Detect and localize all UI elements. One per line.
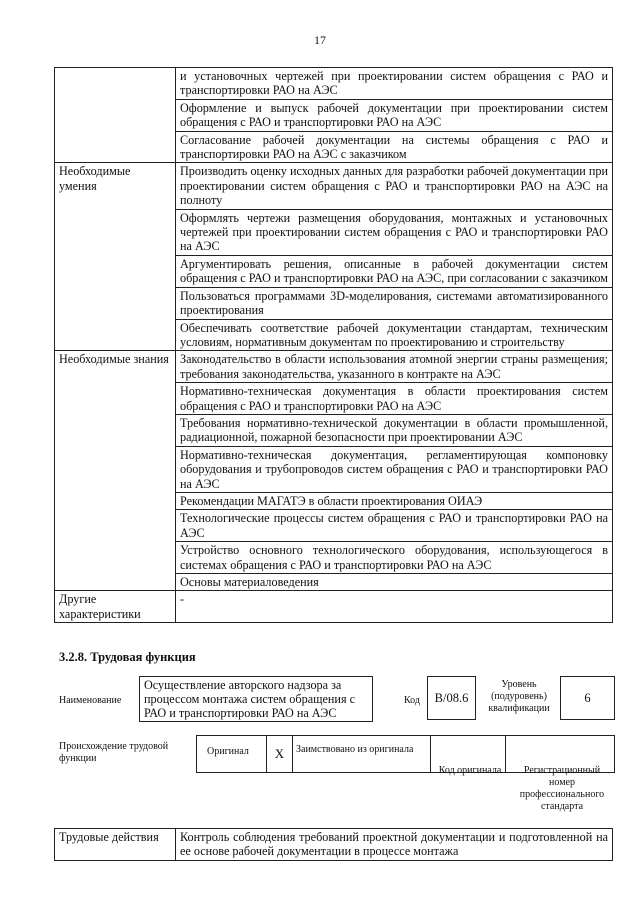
table-cell: Рекомендации МАГАТЭ в области проектирования ОИАЭ xyxy=(176,492,613,509)
row-label-other: Другие характеристики xyxy=(55,591,176,623)
table-row xyxy=(55,163,613,209)
level-value-box: 6 xyxy=(560,676,615,720)
table-cell: Нормативно-техническая документация в области проектирования систем обращения с РАО и транспортировки РАО на АЭС xyxy=(176,383,613,415)
table-cell: Основы материаловедения xyxy=(176,574,613,591)
table-row xyxy=(55,351,613,383)
reg-number-caption: Регистрационный номер профессионального стандарта xyxy=(519,765,605,812)
original-mark: X xyxy=(266,736,293,772)
code-label: Код xyxy=(404,695,420,706)
level-label: Уровень (подуровень) квалификации xyxy=(488,679,550,714)
table-cell: Пользоваться программами 3D-моделирования, системами автоматизированного проектирования xyxy=(176,287,613,319)
actions-table xyxy=(54,828,613,861)
borrowed-label: Заимствовано из оригинала xyxy=(296,744,414,755)
row-label-knowledge: Необходимые знания xyxy=(55,351,176,591)
table-cell: Устройство основного технологического оборудования, использующегося в системах обращения с РАО и транспортировки РАО на АЭС xyxy=(176,542,613,574)
table-cell: Нормативно-техническая документация, регламентирующая компоновку оборудования и трубопроводов систем обращения с РАО и транспортировки РАО на АЭС xyxy=(176,446,613,492)
table-cell: Оформление и выпуск рабочей документации при проектировании систем обращения с РАО и транспортировки РАО на АЭС xyxy=(176,99,613,131)
table-row xyxy=(55,68,613,100)
function-name-box: Осуществление авторского надзора за процессом монтажа систем обращения с РАО и транспортировки РАО на АЭС xyxy=(139,676,373,722)
table-cell: Законодательство в области использования атомной энергии страны размещения; требования законодательства, указанного в контракте на АЭС xyxy=(176,351,613,383)
table-cell: Производить оценку исходных данных для разработки рабочей документации при проектировании систем обращения с РАО и транспортировки РАО на АЭС на полноту xyxy=(176,163,613,209)
divider xyxy=(430,736,431,772)
table-cell: Согласование рабочей документации на системы обращения с РАО и транспортировки РАО на АЭС с заказчиком xyxy=(176,131,613,163)
table-cell: - xyxy=(176,591,613,623)
row-label xyxy=(55,68,176,163)
row-label-skills: Необходимые умения xyxy=(55,163,176,351)
table-cell: Аргументировать решения, описанные в рабочей документации систем обращения с РАО и транспортировки РАО на АЭС, при согласовании с заказчиком xyxy=(176,255,613,287)
name-label: Наименование xyxy=(59,695,122,706)
page-number: 17 xyxy=(314,33,326,47)
table-row xyxy=(55,591,613,623)
actions-text: Контроль соблюдения требований проектной документации и подготовленной на ее основе рабочей документации в процессе монтажа xyxy=(176,829,613,861)
original-label: Оригинал xyxy=(207,746,249,757)
table-cell: Оформлять чертежи размещения оборудования, монтажных и установочных чертежей при проектировании систем обращения с РАО и транспортировки РАО на АЭС xyxy=(176,209,613,255)
actions-label: Трудовые действия xyxy=(55,829,176,861)
code-caption: Код оригинала xyxy=(438,765,502,776)
section-title: 3.2.8. Трудовая функция xyxy=(59,650,196,664)
origin-label: Происхождение трудовой функции xyxy=(59,741,169,764)
divider xyxy=(505,736,506,772)
table-cell: и установочных чертежей при проектировании систем обращения с РАО и транспортировки РАО на АЭС xyxy=(176,68,613,100)
table-cell: Обеспечивать соответствие рабочей документации стандартам, техническим условиям, нормативным документам по проектированию и строительству xyxy=(176,319,613,351)
table-cell: Требования нормативно-технической документации в области промышленной, радиационной, пожарной безопасности при проектировании АЭС xyxy=(176,414,613,446)
competency-table xyxy=(54,67,613,623)
function-code-box: B/08.6 xyxy=(427,676,476,720)
table-row xyxy=(55,829,613,861)
table-cell: Технологические процессы систем обращения с РАО и транспортировки РАО на АЭС xyxy=(176,510,613,542)
